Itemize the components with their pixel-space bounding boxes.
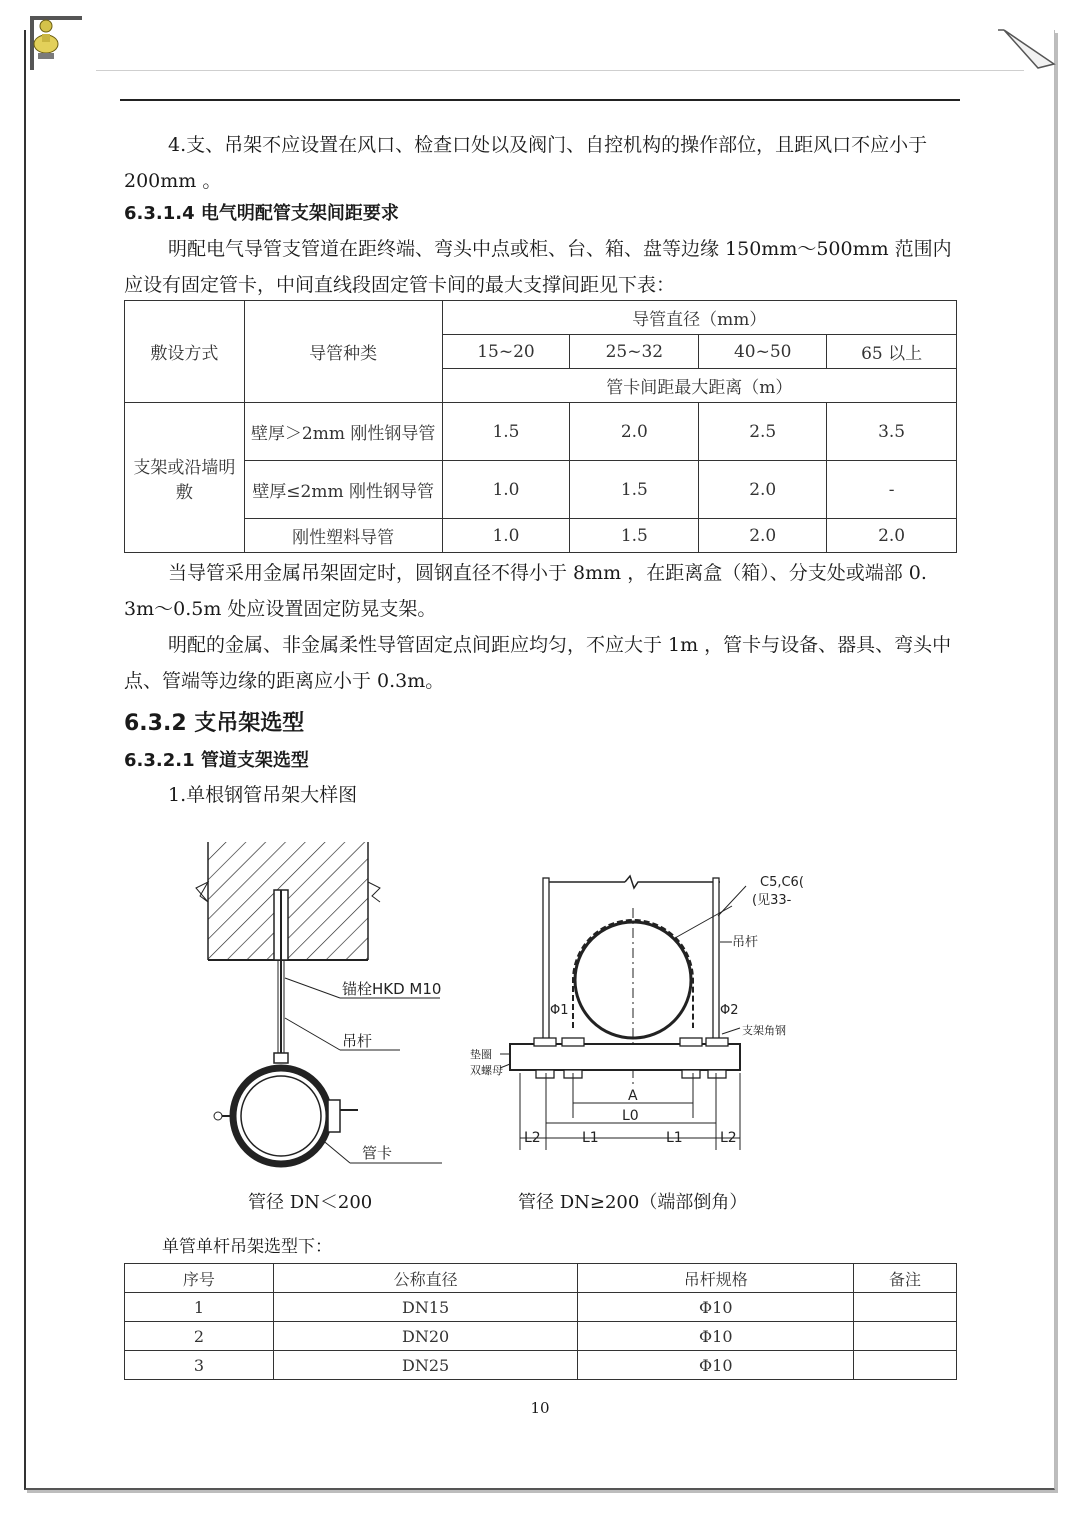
header-cell: 序号 <box>125 1264 274 1293</box>
diameter-cell: 15~20 <box>442 335 570 369</box>
paragraph-flexible-conduit: 明配的金属、非金属柔性导管固定点间距应均匀，不应大于 1m ，管卡与设备、器具、弯头中点、管端等边缘的距离应小于 0.3m。 <box>124 634 952 692</box>
diameter-cell: 65 以上 <box>827 335 957 369</box>
table-cell: Φ10 <box>578 1293 854 1322</box>
table-cell: DN15 <box>273 1293 578 1322</box>
spacing-cell: 1.0 <box>442 519 570 553</box>
label-dim-L2-right: L2 <box>720 1130 737 1146</box>
header-method: 敷设方式 <box>125 301 245 403</box>
label-hanger-rod-right: 吊杆 <box>732 935 759 950</box>
table-cell <box>854 1351 957 1380</box>
spacing-cell: 1.5 <box>570 461 699 519</box>
table-cell: Φ10 <box>578 1322 854 1351</box>
spacing-cell: 2.0 <box>699 461 827 519</box>
paragraph-conduit-spacing: 明配电气导管支管道在距终端、弯头中点或柜、台、箱、盘等边缘 150mm～500mm 范围内应设有固定管卡，中间直线段固定管卡间的最大支撑间距见下表： <box>124 238 952 296</box>
spacing-cell: 2.0 <box>570 403 699 461</box>
selection-table-caption: 单管单杆吊架选型下： <box>162 1237 332 1257</box>
label-anchor-bolt: 锚栓HKD M10 <box>342 980 442 998</box>
label-dim-A: A <box>628 1088 638 1104</box>
method-cell: 支架或沿墙明敷 <box>125 403 245 553</box>
label-dim-L1-left: L1 <box>582 1130 599 1146</box>
table-cell <box>854 1322 957 1351</box>
table-cell: 1 <box>125 1293 274 1322</box>
table-cell: DN20 <box>273 1322 578 1351</box>
header-cell: 吊杆规格 <box>578 1264 854 1293</box>
spacing-cell: - <box>827 461 957 519</box>
label-pipe-clamp: 管卡 <box>362 1144 393 1162</box>
header-rule <box>120 99 960 101</box>
pushpin-icon <box>28 14 84 72</box>
label-dim-L0: L0 <box>622 1108 639 1124</box>
paragraph-metal-hanger: 当导管采用金属吊架固定时，圆钢直径不得小于 8mm ，在距离盒（箱）、分支处或端部 0. 3m～0.5m 处应设置固定防晃支架。 <box>124 562 927 620</box>
label-washer: 垫圈 <box>470 1048 492 1061</box>
paragraph-support-placement: 4.支、吊架不应设置在风口、检查口处以及阀门、自控机构的操作部位，且距风口不应小于 200mm 。 <box>124 134 928 192</box>
table-cell: DN25 <box>273 1351 578 1380</box>
label-dim-L1-right: L1 <box>666 1130 683 1146</box>
header-max-spacing: 管卡间距最大距离（m） <box>442 369 956 403</box>
page-number: 10 <box>530 1399 550 1417</box>
label-hanger-rod: 吊杆 <box>342 1032 373 1050</box>
header-diameter: 导管直径（mm） <box>442 301 956 335</box>
heading-6-3-1-4: 6.3.1.4 电气明配管支架间距要求 <box>124 203 399 224</box>
label-angle-steel: 支架角钢 <box>742 1024 786 1037</box>
label-double-nut: 双螺母 <box>470 1064 503 1077</box>
label-c5-c6: C5,C6( <box>760 875 804 890</box>
header-conduit-type: 导管种类 <box>244 301 442 403</box>
diameter-cell: 40~50 <box>699 335 827 369</box>
diameter-cell: 25~32 <box>570 335 699 369</box>
spacing-cell: 2.5 <box>699 403 827 461</box>
page-top-edge <box>96 70 1024 71</box>
page-curl-corner <box>998 28 1058 72</box>
hanger-selection-table <box>124 1263 957 1380</box>
hanger-drawing-small-pipe <box>190 838 460 1178</box>
conduit-type-cell: 壁厚≤2mm 刚性钢导管 <box>244 461 442 519</box>
table-cell: Φ10 <box>578 1351 854 1380</box>
heading-6-3-2: 6.3.2 支吊架选型 <box>124 711 305 736</box>
table-cell <box>854 1293 957 1322</box>
header-cell: 备注 <box>854 1264 957 1293</box>
caption-small-pipe: 管径 DN＜200 <box>248 1192 373 1213</box>
hanger-drawing-large-pipe <box>470 868 820 1158</box>
conduit-type-cell: 壁厚＞2mm 刚性钢导管 <box>244 403 442 461</box>
spacing-cell: 2.0 <box>699 519 827 553</box>
caption-large-pipe: 管径 DN≥200（端部倒角） <box>518 1192 748 1213</box>
item-single-pipe-hanger: 1.单根钢管吊架大样图 <box>168 784 358 806</box>
spacing-cell: 1.0 <box>442 461 570 519</box>
label-dim-L2-left: L2 <box>524 1130 541 1146</box>
spacing-cell: 1.5 <box>570 519 699 553</box>
table-cell: 3 <box>125 1351 274 1380</box>
spacing-cell: 1.5 <box>442 403 570 461</box>
header-cell: 公称直径 <box>273 1264 578 1293</box>
table-cell: 2 <box>125 1322 274 1351</box>
spacing-cell: 2.0 <box>827 519 957 553</box>
conduit-type-cell: 刚性塑料导管 <box>244 519 442 553</box>
label-phi1: Φ1 <box>550 1003 569 1018</box>
heading-6-3-2-1: 6.3.2.1 管道支架选型 <box>124 750 309 771</box>
label-see-ref: (见33- <box>752 893 792 908</box>
conduit-spacing-table <box>124 300 957 553</box>
spacing-cell: 3.5 <box>827 403 957 461</box>
label-phi2: Φ2 <box>720 1003 739 1018</box>
